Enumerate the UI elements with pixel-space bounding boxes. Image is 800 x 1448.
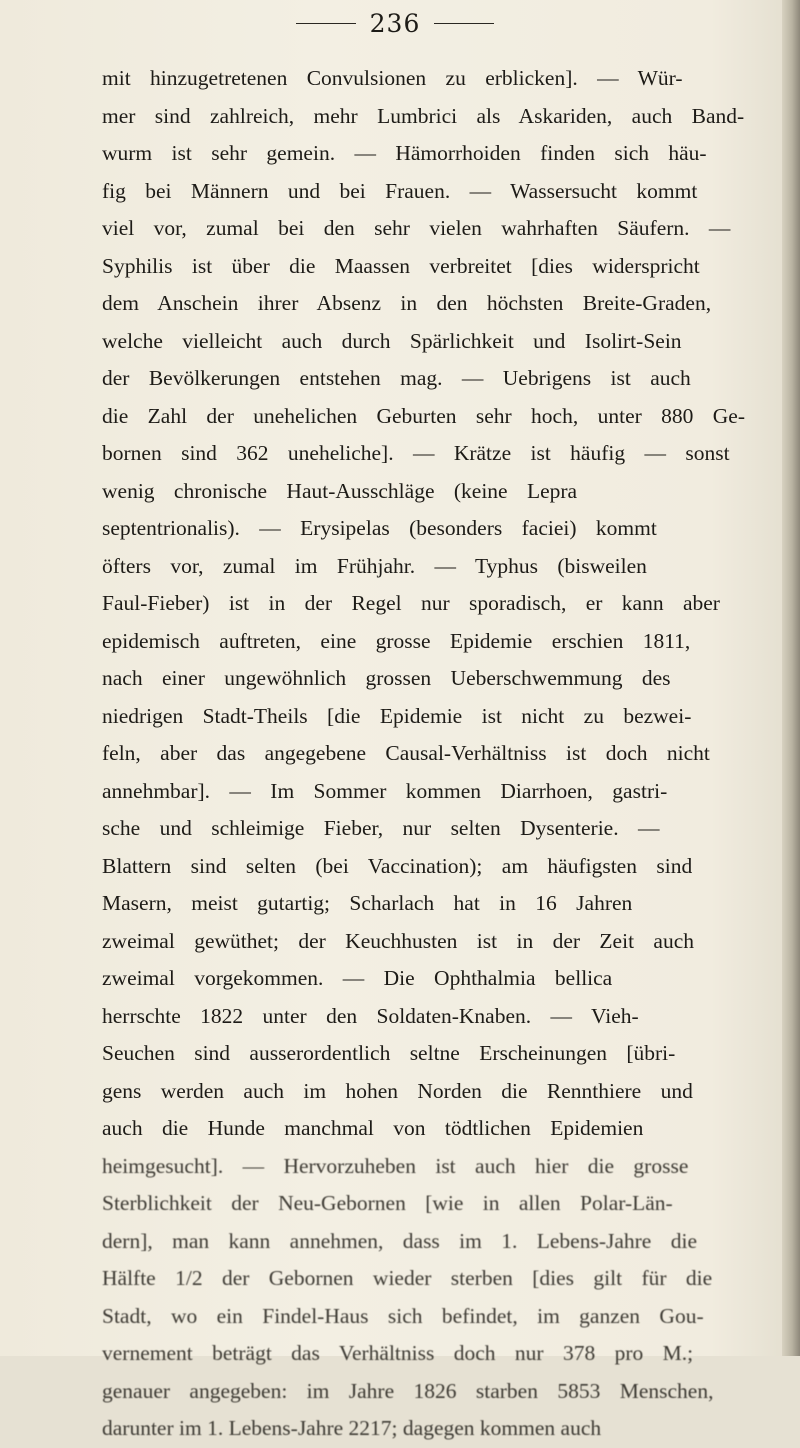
- body-text: [102, 60, 750, 1448]
- text-line: dem Anschein ihrer Absenz in den höchsten Breite-Graden,: [102, 291, 712, 315]
- page-binding-edge: [782, 0, 800, 1356]
- text-line: gens werden auch im hohen Norden die Rennthiere und: [102, 1078, 693, 1103]
- text-line: auch die Hunde manchmal von tödtlichen Epidemien: [102, 1116, 644, 1140]
- text-line: dern], man kann annehmen, dass im 1. Lebens-Jahre die: [102, 1228, 697, 1253]
- text-line: Blattern sind selten (bei Vaccination); am häufigsten sind: [102, 853, 693, 878]
- text-line: fig bei Männern und bei Frauen. — Wassersucht kommt: [102, 178, 698, 203]
- text-line: bornen sind 362 uneheliche]. — Krätze ist häufig — sonst: [102, 441, 730, 465]
- text-line: vernement beträgt das Verhältniss doch nur 378 pro M.;: [102, 1341, 694, 1365]
- text-line: zweimal vorgekommen. — Die Ophthalmia bellica: [102, 966, 613, 990]
- text-line: Masern, meist gutartig; Scharlach hat in 16 Jahren: [102, 891, 633, 915]
- text-line: zweimal gewüthet; der Keuchhusten ist in der Zeit auch: [102, 928, 695, 953]
- text-line: Syphilis ist über die Maassen verbreitet [dies widerspricht: [102, 253, 700, 278]
- text-line: Faul-Fieber) ist in der Regel nur sporadisch, er kann aber: [102, 591, 720, 615]
- text-line: mer sind zahlreich, mehr Lumbrici als Askariden, auch Band-: [102, 103, 745, 128]
- text-line: nach einer ungewöhnlich grossen Ueberschwemmung des: [102, 666, 671, 690]
- text-line: heimgesucht]. — Hervorzuheben ist auch hier die grosse: [102, 1153, 689, 1178]
- text-line: Stadt, wo ein Findel-Haus sich befindet, im ganzen Gou-: [102, 1303, 704, 1328]
- text-line: herrschte 1822 unter den Soldaten-Knaben. — Vieh-: [102, 1003, 639, 1028]
- text-line: welche vielleicht auch durch Spärlichkeit und Isolirt-Sein: [102, 328, 682, 353]
- text-line: die Zahl der unehelichen Geburten sehr hoch, unter 880 Ge-: [102, 403, 745, 428]
- text-line: septentrionalis). — Erysipelas (besonders faciei) kommt: [102, 516, 657, 540]
- header-rule-left: [296, 23, 356, 24]
- text-line: niedrigen Stadt-Theils [die Epidemie ist nicht zu bezwei-: [102, 703, 692, 728]
- text-line: wenig chronische Haut-Ausschläge (keine Lepra: [102, 478, 578, 503]
- text-line: genauer angegeben: im Jahre 1826 starben 5853 Menschen,: [102, 1378, 714, 1403]
- text-line: öfters vor, zumal im Frühjahr. — Typhus (bisweilen: [102, 553, 647, 578]
- text-line: annehmbar]. — Im Sommer kommen Diarrhoen, gastri-: [102, 778, 668, 803]
- text-line: epidemisch auftreten, eine grosse Epidemie erschien 1811,: [102, 628, 691, 653]
- text-line: viel vor, zumal bei den sehr vielen wahrhaften Säufern. —: [102, 216, 731, 240]
- text-line: mit hinzugetretenen Convulsionen zu erblicken]. — Wür-: [102, 66, 683, 90]
- text-line: wurm ist sehr gemein. — Hämorrhoiden finden sich häu-: [102, 141, 707, 165]
- header-rule-right: [434, 23, 494, 24]
- text-line: feln, aber das angegebene Causal-Verhältniss ist doch nicht: [102, 741, 710, 765]
- text-line: Hälfte 1/2 der Gebornen wieder sterben [dies gilt für die: [102, 1266, 713, 1290]
- page-number: 236: [369, 8, 421, 38]
- text-line: Sterblichkeit der Neu-Gebornen [wie in allen Polar-Län-: [102, 1191, 673, 1215]
- text-line: sche und schleimige Fieber, nur selten Dysenterie. —: [102, 816, 660, 840]
- text-line: darunter im 1. Lebens-Jahre 2217; dagegen kommen auch: [102, 1416, 602, 1440]
- page-header: [0, 8, 790, 38]
- text-line: Seuchen sind ausserordentlich seltne Erscheinungen [übri-: [102, 1041, 676, 1065]
- text-line: der Bevölkerungen entstehen mag. — Uebrigens ist auch: [102, 366, 691, 390]
